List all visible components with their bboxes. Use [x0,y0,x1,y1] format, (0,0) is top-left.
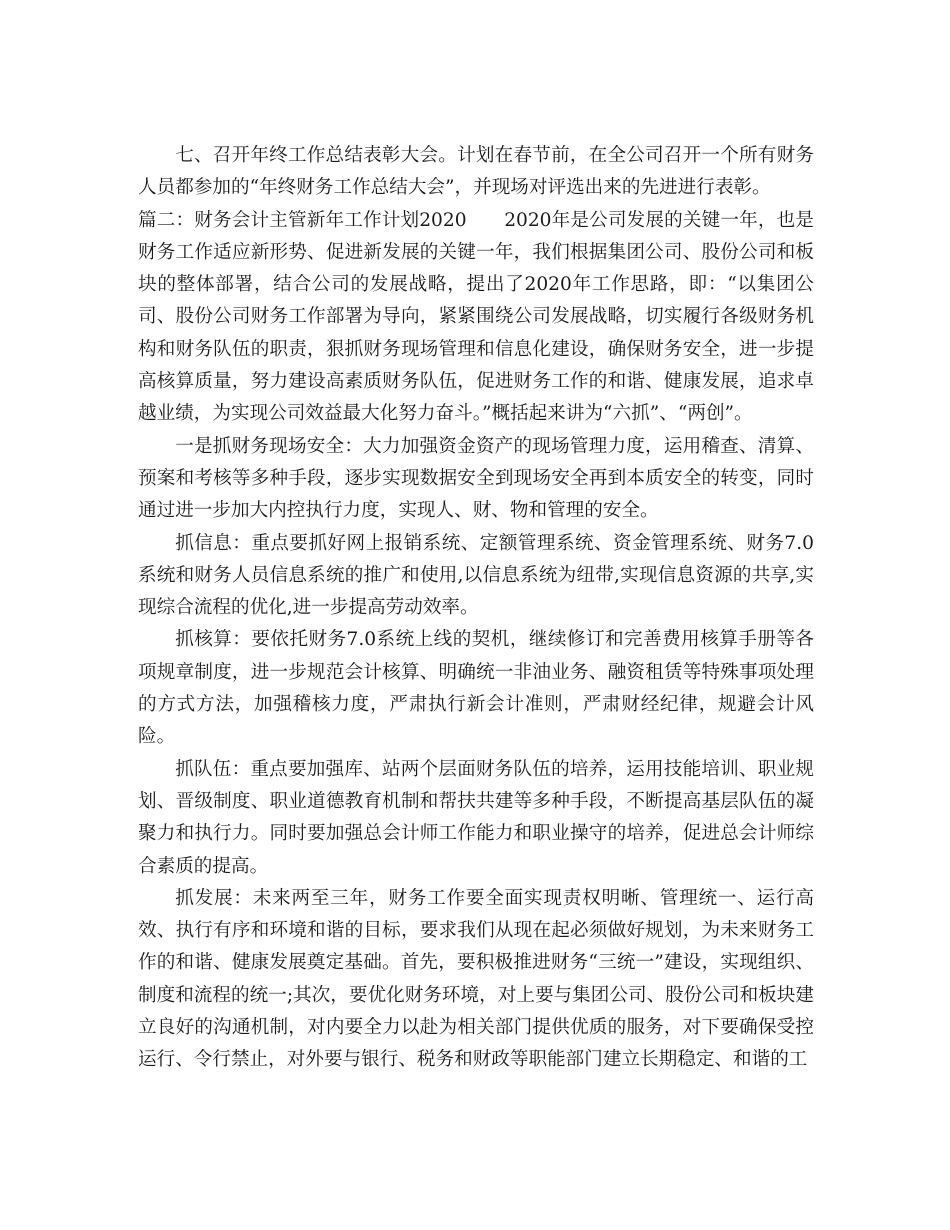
paragraph-4: 抓信息：重点要抓好网上报销系统、定额管理系统、资金管理系统、财务7.0系统和财务人员信息系统的推广和使用,以信息系统为纽带,实现信息资源的共享,实现综合流程的优化,进一步提高劳动效率。 [138,532,814,619]
paragraph-5: 抓核算：要依托财务7.0系统上线的契机，继续修订和完善费用核算手册等各项规章制度，进一步规范会计核算、明确统一非油业务、融资租赁等特殊事项处理的方式方法，加强稽核力度，严肃执行新会计准则，严肃财经纪律，规避会计风险。 [138,629,814,748]
document-page [138,140,814,1077]
paragraph-6: 抓队伍：重点要加强库、站两个层面财务队伍的培养，运用技能培训、职业规划、晋级制度、职业道德教育机制和帮扶共建等多种手段，不断提高基层队伍的凝聚力和执行力。同时要加强总会计师工作能力和职业操守的培养，促进总会计师综合素质的提高。 [138,758,814,877]
paragraph-1: 七、召开年终工作总结表彰大会。计划在春节前，在全公司召开一个所有财务人员都参加的“年终财务工作总结大会”，并现场对评选出来的先进进行表彰。 [138,145,814,199]
paragraph-2: 篇二：财务会计主管新年工作计划2020 2020年是公司发展的关键一年，也是财务工作适应新形势、促进新发展的关键一年，我们根据集团公司、股份公司和板块的整体部署，结合公司的发展战略，提出了2020年工作思路，即：“以集团公司、股份公司财务工作部署为导向，紧紧围绕公司发展战略，切实履行各级财务机构和财务队伍的职责，狠抓财务现场管理和信息化建设，确保财务安全，进一步提高核算质量，努力建设高素质财务队伍，促进财务工作的和谐、健康发展，追求卓越业绩，为实现公司效益最大化努力奋斗。”概括起来讲为“六抓”、“两创”。 [138,209,814,425]
paragraph-3: 一是抓财务现场安全：大力加强资金资产的现场管理力度，运用稽查、清算、预案和考核等多种手段，逐步实现数据安全到现场安全再到本质安全的转变，同时通过进一步加大内控执行力度，实现人、财、物和管理的安全。 [138,435,814,522]
paragraph-7: 抓发展：未来两至三年，财务工作要全面实现责权明晰、管理统一、运行高效、执行有序和环境和谐的目标，要求我们从现在起必须做好规划，为未来财务工作的和谐、健康发展奠定基础。首先，要积极推进财务“三统一”建设，实现组织、制度和流程的统一;其次，要优化财务环境，对上要与集团公司、股份公司和板块建立良好的沟通机制，对内要全力以赴为相关部门提供优质的服务，对下要确保受控运行、令行禁止，对外要与银行、税务和财政等职能部门建立长期稳定、和谐的工 [138,887,814,1071]
